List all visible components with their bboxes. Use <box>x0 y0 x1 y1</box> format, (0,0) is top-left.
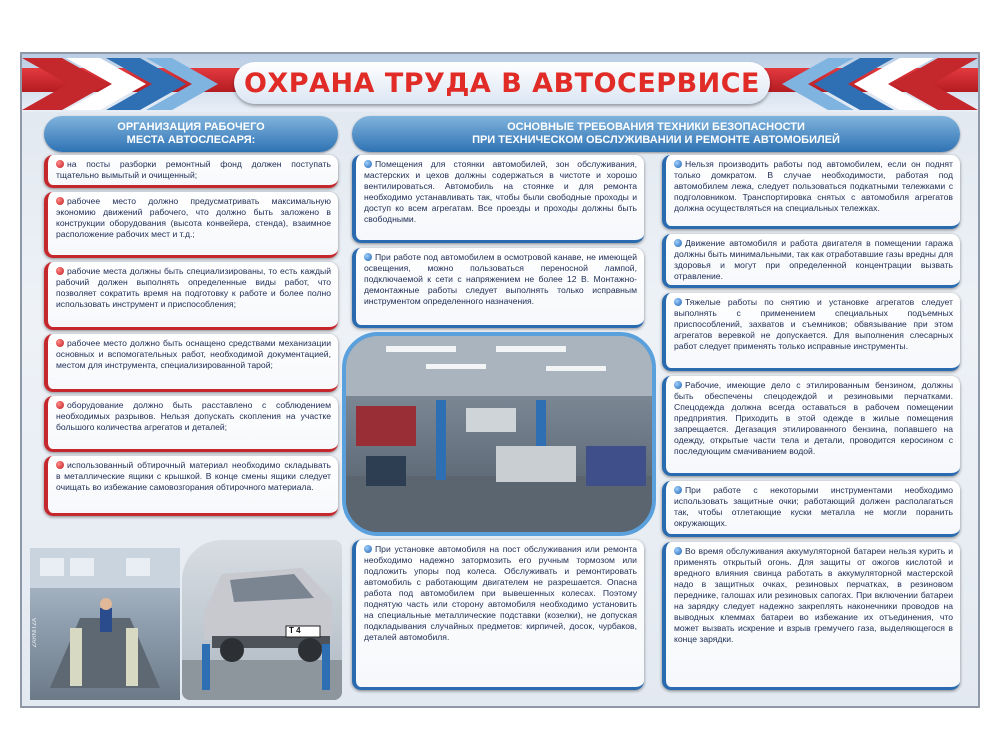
bullet-icon <box>56 461 64 469</box>
page-title: ОХРАНА ТРУДА В АВТОСЕРВИСЕ <box>234 62 770 104</box>
requirements-header-line2: ПРИ ТЕХНИЧЕСКОМ ОБСЛУЖИВАНИИ И РЕМОНТЕ АВТОМОБИЛЕЙ <box>472 134 840 146</box>
bullet-icon <box>56 267 64 275</box>
workshop-photo <box>342 332 656 536</box>
list-item-text: Тяжелые работы по снятию и установке агрегатов следует выполнять с применением специальных подъемных приспособлений, захватов и съемников; обвязывание при этом агрегатов веревкой не допускается. Для выполнения слесарных работ следует применять только исправные инструменты. <box>674 297 953 351</box>
left-item-card <box>44 155 338 188</box>
bullet-icon <box>674 381 682 389</box>
left-chevron-decoration <box>22 54 222 114</box>
bullet-icon <box>674 239 682 247</box>
list-item-text: Помещения для стоянки автомобилей, зон обслуживания, мастерских и цехов должны содержаться в чистоте и хорошо вентилироваться. Автомобиль на стоянке и для ремонта необходимо устанавливать так, чтобы были свободные проходы и доступ ко всем агрегатам. Все проезды и проходы должны быть свободными. <box>364 159 637 224</box>
bullet-icon <box>364 545 372 553</box>
list-item-text: Рабочие, имеющие дело с этилированным бензином, должны быть обеспечены спецодеждой и резиновыми перчатками. Спецодежда должна всегда оставаться в рабочем помещении предприятия. Приходить в этой одежде в жилые помещения запрещается. Дегазация этилированного бензина, попавшего на одежду, открытые части тела и детали, проводится керосином с последующим смачиванием водой. <box>674 380 953 456</box>
requirements-header-line1: ОСНОВНЫЕ ТРЕБОВАНИЯ ТЕХНИКИ БЕЗОПАСНОСТИ <box>507 121 805 133</box>
car-illustration <box>182 540 342 700</box>
right-chevron-decoration <box>778 54 978 114</box>
bullet-icon <box>56 401 64 409</box>
list-item-text: рабочие места должны быть специализированы, то есть каждый рабочий должен выполнять определенные виды работ, что позволяет сократить время на подготовку к работе и более полно использовать инструмент и приспособления; <box>56 266 331 309</box>
bullet-icon <box>674 160 682 168</box>
left-item-card <box>44 192 338 258</box>
poster <box>20 52 980 708</box>
left-item-card <box>44 396 338 452</box>
lift-photo <box>30 548 180 700</box>
bullet-icon <box>674 486 682 494</box>
license-plate-text: Т 4 <box>289 626 301 635</box>
left-item-card <box>44 334 338 392</box>
bullet-icon <box>674 298 682 306</box>
bullet-icon <box>674 547 682 555</box>
bullet-icon <box>56 339 64 347</box>
bullet-icon <box>56 160 64 168</box>
middle-item-card <box>352 540 644 690</box>
right-item-card <box>662 376 960 476</box>
bullet-icon <box>364 253 372 261</box>
middle-item-card <box>352 155 644 243</box>
left-item-card <box>44 456 338 516</box>
list-item-text: рабочее место должно предусматривать максимальную экономию движений рабочего, что должно быть заложено в конструкции оборудования (высота конвейера, стенда), взаимное расположение рабочих мест и т.д.; <box>56 196 331 239</box>
bullet-icon <box>56 197 64 205</box>
list-item-text: При установке автомобиля на пост обслуживания или ремонта необходимо надежно затормозить его ручным тормозом или подложить упоры под колеса. Обслуживать и ремонтировать автомобиль с работающим двигателем не разрешается. Опасна работа под автомобилем при вывешенных колесах. Поэтому поднятую часть или сторону автомобиля необходимо установить на специальные металлические подставки (козелки), не допуская подкладывания случайных предметов: кирпичей, досок, чурбаков, деталей автомобиля. <box>364 544 637 642</box>
left-item-card <box>44 262 338 330</box>
right-item-card <box>662 234 960 288</box>
left-header-line2: МЕСТА АВТОСЛЕСАРЯ: <box>126 134 256 146</box>
car-on-lift-photo <box>182 540 342 700</box>
list-item-text: Нельзя производить работы под автомобилем, если он поднят только домкратом. В случае необходимости, работая под автомобилем лежа, следует пользоваться подкатными тележками с подголовником. Транспортировка снятых с автомобиля агрегатов должна осуществляться на специальных тележках. <box>674 159 953 213</box>
middle-item-card <box>352 248 644 328</box>
list-item-text: оборудование должно быть расставлено с соблюдением необходимых разрывов. Нельзя допускать скопления на участке большого количества агрегатов и деталей; <box>56 400 331 432</box>
list-item-text: на посты разборки ремонтный фонд должен поступать тщательно вымытый и очищенный; <box>56 159 331 180</box>
list-item-text: Во время обслуживания аккумуляторной батареи нельзя курить и применять открытый огонь. Для защиты от ожогов кислотой и вредного влияния свинца работать в аккумуляторной мастерской надо в защитных очках, резиновых перчатках, в резиновом переднике, галошах или резиновых сапогах. При включении батареи на зарядку следует надежно закреплять наконечники проводов на выводных клеммах батареи во избежание их отъединения, что может вызвать искрение и взрыв гремучего газа, выделяющегося в конце зарядки. <box>674 546 953 644</box>
brand-watermark: ZARNITZA <box>32 618 38 648</box>
right-item-card <box>662 293 960 371</box>
list-item-text: При работе под автомобилем в осмотровой канаве, не имеющей освещения, можно пользоваться переносной лампой, подключаемой к сети с напряжением не более 12 В. Монтажно-демонтажные работы следует выполнять только исправным инструментом определенного назначения. <box>364 252 637 306</box>
list-item-text: использованный обтирочный материал необходимо складывать в металлические ящики с крышкой. В конце смены ящики следует очищать во избежание самовозгорания обтирочного материала. <box>56 460 331 492</box>
list-item-text: рабочее место должно быть оснащено средствами механизации основных и вспомогательных работ, необходимой документацией, местом для инструмента, специализированной тарой; <box>56 338 331 370</box>
requirements-header <box>352 116 960 152</box>
right-item-card <box>662 155 960 229</box>
right-item-card <box>662 542 960 690</box>
list-item-text: Движение автомобиля и работа двигателя в помещении гаража должны быть минимальными, так как отработавшие газы вредны для здоровья и могут при определенной концентрации вызвать отравление. <box>674 238 953 281</box>
lift-photo-illustration <box>30 548 180 700</box>
left-column-header <box>44 116 338 152</box>
left-header-line1: ОРГАНИЗАЦИЯ РАБОЧЕГО <box>117 121 265 133</box>
right-item-card <box>662 481 960 537</box>
workshop-illustration <box>346 336 652 532</box>
list-item-text: При работе с некоторыми инструментами необходимо использовать защитные очки; работающий должен располагаться так, чтобы отлетающие куски металла не могли поранить окружающих. <box>674 485 953 528</box>
bullet-icon <box>364 160 372 168</box>
